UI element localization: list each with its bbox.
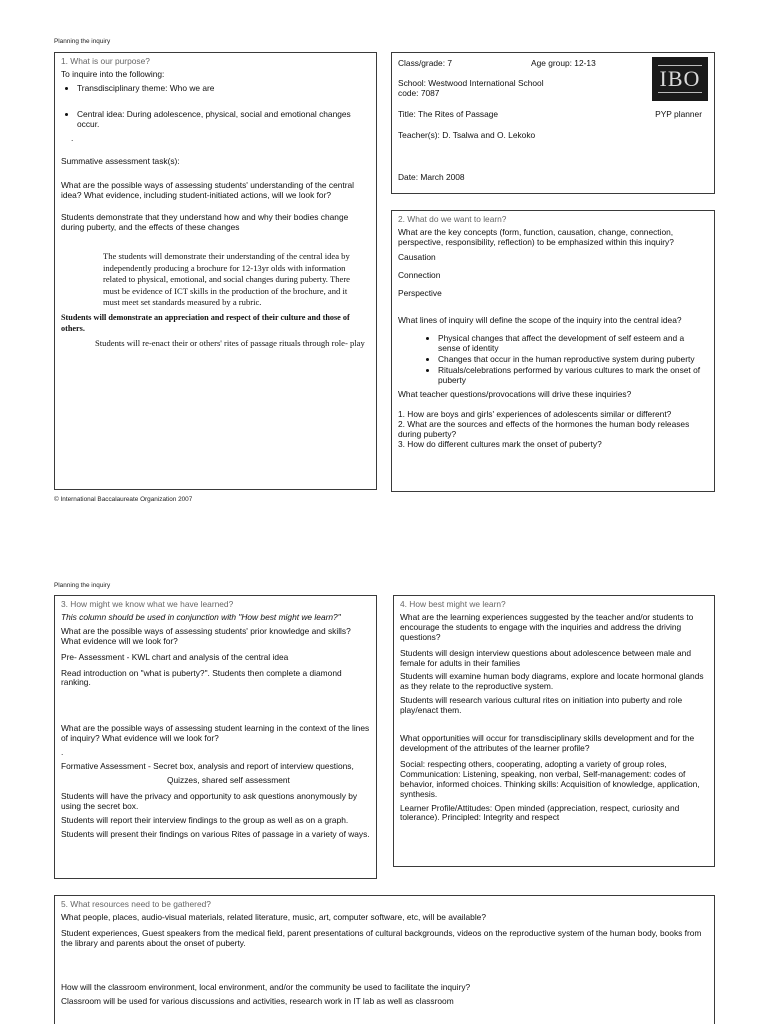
concepts-question: What are the key concepts (form, function, causation, change, connection, perspective, responsibility, reflection) to be emphasized within this inquiry? (398, 226, 674, 247)
environment-use: Classroom will be used for various discussions and activities, research work in IT lab as well as classroom (61, 995, 454, 1006)
opportunities-question: What opportunities will occur for transdisciplinary skills development and for the development of the attributes of the learner profile? (400, 733, 695, 753)
resources-box (54, 895, 715, 1024)
secret-box-privacy: Students will have the privacy and opportunity to ask questions anonymously by using the secret box. (61, 790, 358, 811)
learn-header: 2. What do we want to learn? (398, 214, 507, 224)
pyp-planner: PYP planner (655, 109, 702, 119)
rites-presentation: Students will present their findings on various Rites of passage in a variety of ways. (61, 828, 370, 839)
teachers: Teacher(s): D. Tsalwa and O. Lekoko (398, 130, 536, 140)
purpose-box (54, 52, 377, 490)
best-learn-box (393, 595, 715, 867)
driving-question-2: 2. What are the sources and effects of the hormones the human body releases during puberty? (398, 418, 690, 439)
unit-date: Date: March 2008 (398, 172, 465, 182)
unit-title: Title: The Rites of Passage (398, 109, 499, 119)
page2-top-label: Planning the inquiry (54, 582, 111, 589)
environment-question: How will the classroom environment, local environment, and/or the community be used to facilitate the inquiry? (61, 981, 471, 992)
know-dot: . (61, 747, 64, 758)
resources-list: Student experiences, Guest speakers from the medical field, parent presentations of cultural backgrounds, videos on the reproductive system of the human body, books from the library and parents about the onset of puberty. (61, 927, 702, 948)
appreciation-task: Students will demonstrate an appreciation and respect of their culture and those of others. (61, 312, 350, 333)
experiences-question: What are the learning experiences suggested by the teacher and/or students to encourage the students to engage with the inquiries and address the driving questions? (400, 611, 694, 642)
quizzes: Quizzes, shared self assessment (167, 774, 290, 785)
summative-question: What are the possible ways of assessing students' understanding of the central idea? What evidence, including student-initiated actions, will we look for? (61, 180, 355, 201)
know-box (54, 595, 377, 879)
puberty-reading: Read introduction on "what is puberty?". Students then complete a diamond ranking. (61, 667, 342, 688)
purpose-dot: . (71, 132, 74, 143)
page1-top-label: Planning the inquiry (54, 38, 111, 45)
theme-bullet: • Transdisciplinary theme: Who we are (77, 84, 370, 94)
formative-assessment: Formative Assessment - Secret box, analysis and report of interview questions, (61, 761, 354, 772)
know-header: 3. How might we know what we have learned? (61, 599, 234, 609)
copyright-footer: © International Baccalaureate Organization 2007 (54, 496, 193, 503)
driving-question-1: 1. How are boys and girls' experiences of adolescents similar or different? (398, 408, 672, 419)
summative-demo: Students demonstrate that they understand how and why their bodies change during puberty, and the effects of these changes (61, 212, 349, 233)
reenact-task: Students will re-enact their or others' rites of passage rituals through role- play (95, 338, 365, 349)
context-question: What are the possible ways of assessing student learning in the context of the lines of inquiry? What evidence will we look for? (61, 723, 370, 744)
interview-report: Students will report their interview findings to the group as well as on a graph. (61, 814, 349, 825)
school-code: code: 7087 (398, 88, 440, 98)
central-idea-bullet: • Central idea: During adolescence, physical, social and emotional changes occur. (77, 110, 370, 130)
age-group: Age group: 12-13 (531, 58, 596, 68)
concept-perspective: Perspective (398, 287, 442, 298)
body-diagrams: Students will examine human body diagrams, explore and locate hormonal glands as they relate to the reproductive system. (400, 671, 704, 692)
ibo-logo-text: IBO (659, 66, 701, 92)
cultural-rites-research: Students will research various cultural rites on initiation into puberty and role play/enact them. (400, 695, 683, 716)
conjunction-note: This column should be used in conjunction with "How best might we learn?" (61, 611, 341, 622)
resources-header: 5. What resources need to be gathered? (61, 899, 211, 909)
learn-box (391, 210, 715, 492)
concept-connection: Connection (398, 269, 441, 280)
summative-label: Summative assessment task(s): (61, 156, 180, 167)
best-learn-header: 4. How best might we learn? (400, 599, 506, 609)
learner-profile: Learner Profile/Attitudes: Open minded (appreciation, respect, curiosity and tolerance). Principled: Integrity and respect (400, 802, 680, 823)
concept-causation: Causation (398, 251, 436, 262)
purpose-header: 1. What is our purpose? (61, 56, 150, 66)
people-question: What people, places, audio-visual materials, related literature, music, art, computer software, etc, will be available? (61, 911, 486, 922)
purpose-list (61, 84, 370, 130)
prior-question: What are the possible ways of assessing students' prior knowledge and skills? What evidence will we look for? (61, 625, 351, 646)
ibo-logo (652, 57, 708, 101)
info-box (391, 52, 715, 194)
line-of-inquiry-3: • Rituals/celebrations performed by various cultures to mark the onset of puberty (438, 366, 708, 386)
driving-question-3: 3. How do different cultures mark the onset of puberty? (398, 438, 602, 449)
lines-question: What lines of inquiry will define the scope of the inquiry into the central idea? (398, 315, 682, 326)
line-of-inquiry-2: • Changes that occur in the human reproductive system during puberty (438, 355, 708, 365)
transdisciplinary-skills: Social: respecting others, cooperating, adopting a variety of group roles, Communication: Listening, speaking, non verbal, Self-management: codes of behavior, informed choices. Thinking skills: Acquisition of knowledge, application, synthesis. (400, 758, 700, 799)
class-grade: Class/grade: 7 (398, 58, 452, 68)
purpose-intro: To inquire into the following: (61, 68, 165, 79)
brochure-task: The students will demonstrate their understanding of the central idea by independently producing a brochure for 12-13yr olds with information related to physical, emotional, and social changes during puberty. There must be evidence of ICT skills in the production of the brochure, and it must meet set standards measured by a rubric. (103, 250, 350, 308)
lines-list (398, 334, 708, 386)
line-of-inquiry-1: • Physical changes that affect the development of self esteem and a sense of identity (438, 334, 708, 354)
interview-design: Students will design interview questions about adolescence between male and female for adults in their families (400, 647, 691, 668)
teacher-question: What teacher questions/provocations will drive these inquiries? (398, 388, 632, 399)
pre-assessment: Pre- Assessment - KWL chart and analysis of the central idea (61, 651, 289, 662)
school-name: School: Westwood International School (398, 78, 544, 88)
